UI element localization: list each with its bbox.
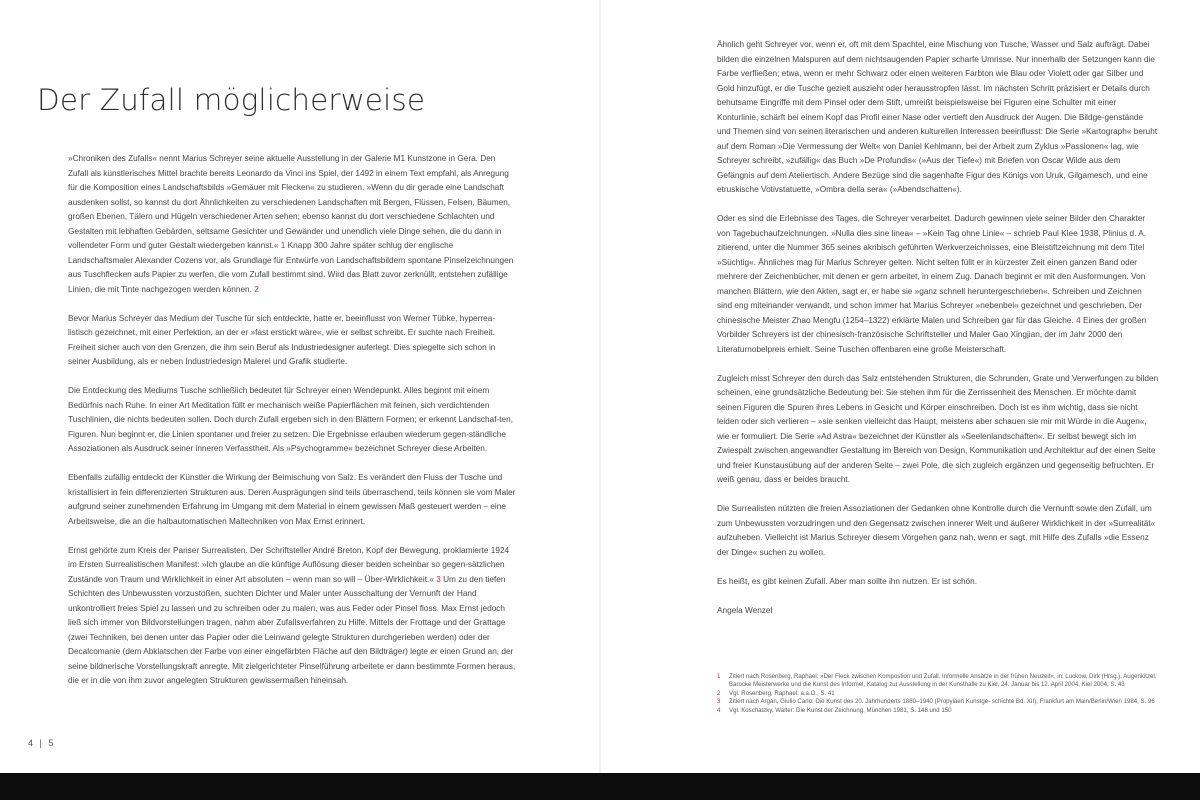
footnote-ref[interactable]: 3	[436, 574, 441, 584]
bottom-bar	[0, 773, 1200, 800]
paragraph: Die Surrealisten nützten die freien Assoziationen der Gedanken ohne Kontrolle durch die Vernunft sowie den Zufall, um zum Unbewussten vorzudringen und den Gegensatz zwischen innerer Welt und äußerer Wirklichkeit in der »Surrealität« aufzuheben. Vielleicht ist Marius Schreyer diesem Vorgehen ganz nah, wenn er sagt, mit Hilfe des Zufalls »die Essenz der Dinge« suchen zu wollen.	[717, 504, 1156, 557]
page-gutter	[599, 0, 601, 773]
footnote-item	[717, 707, 1157, 715]
paragraph: Die Entdeckung des Mediums Tusche schließlich bedeutet für Schreyer einen Wendepunkt. Alles beginnt mit einem Bedürfnis nach Ruhe. In einer Art Meditation füllt er mechanisch weiße Papierflächen mit feinen, sich verdichtenden Tuschlinien, die nichts bedeuten sollen. Doch durch Zufall ergeben sich in den Blättern Formen; er erkennt Landschaf-ten, Figuren. Nun beginnt er, die Linien spontaner und freier zu setzen. Die Ergebnisse erlauben wiederum gegen-ständliche Assoziationen als Ausdruck seiner inneren Verfasstheit. Als »Psychogramme« bezeichnet Schreyer diese Arbeiten.	[68, 386, 513, 453]
paragraph: »Chroniken des Zufalls« nennt Marius Schreyer seine aktuelle Ausstellung in der Galerie M1 Kunstzone in Gera. Den Zufall als künstlerisches Mittel brachte bereits Leonardo da Vinci ins Spiel, der 1492 in einem Text empfahl, als Anregung für die Komposition eines Landschaftsbilds »Gemäuer mit Flecken« zu studieren. »Wenn du dir gerade eine Landschaft ausdenken sollst, so kannst du dort Ähnlichkeiten zu verschiedenen Landschaften mit Bergen, Flüssen, Felsen, Bäumen, großen Ebenen, Tälern und Hügeln verschiedener Arten sehen; ebenso kannst du dort verschiedene Schlachten und Gestalten mit lebhaften Gebärden, seltsame Gesichter und Gewänder und unendlich viele Dinge sehen, die du dann in vollendeter Form und guter Gestalt wiedergeben kannst.« 1 Knapp 300 Jahre später schlug der englische Landschaftsmaler Alexander Cozens vor, als Grundlage für Entwürfe von Landschaftsbildern spontane Pinselzeichnungen aus Tuschflecken aufs Papier zu werfen, die vom Zufall bestimmt sind. Wird das Blatt zuvor zerknüllt, entstehen zufällige Linien, die mit Tinte nachgezogen werden können. 2	[68, 154, 514, 294]
footnote-number: 1	[717, 673, 721, 680]
right-text-column	[717, 38, 1159, 618]
footnote-text: Zitiert nach Argan, Giulio Carlo: Die Kunst des 20. Jahrhunderts 1880–1940 (Propyläen Kunstge- schichte Bd. XII), Frankfurt am Main/Berlin/Wien 1984, S. 96	[729, 698, 1155, 706]
paragraph: Bevor Marius Schreyer das Medium der Tusche für sich entdeckte, hatte er, beeinflusst von Werner Tübke, hyperrea-listisch gezeichnet, mit einer Perfektion, an der er »fast erstickt wäre«, wie er selbst schreibt. Er suchte nach Freiheit. Freiheit sicher auch von den Grenzen, die ihm sein Beruf als Industriedesigner auferlegt. Dies spiegelte sich schon in seiner Ausbildung, als er neben Industriedesign Malerei und Grafik studierte.	[68, 313, 496, 366]
footnote-ref[interactable]: 2	[254, 284, 259, 294]
page-numbers: 4 | 5	[28, 738, 56, 748]
left-text-column	[68, 152, 517, 689]
article-title: Der Zufall möglicherweise	[37, 83, 426, 117]
footnote-text: Vgl. Rosenberg, Raphael: a.a.O., S. 41	[729, 689, 835, 697]
footnotes	[717, 673, 1157, 715]
paragraph: Oder es sind die Erlebnisse des Tages, die Schreyer verarbeitet. Dadurch gewinnen viele seiner Bilder den Charakter von Tagebuchaufzeichnungen. »Nulla dies sine linea« – »Kein Tag ohne Linie« – schrieb Paul Klee 1938, Plinius d. A. zitierend, unter die Nummer 365 seines akribisch geführten Werkverzeichnisses, eine Bleistiftzeichnung mit dem Titel »Süchtig«. Ähnliches mag für Marius Schreyer gelten. Nicht selten füllt er in kürzester Zeit einen ganzen Band oder mehrere der Zeichenbücher, mit denen er gern arbeitet, in einem Zug. Danach beginnt er mit den Ausformungen. Von manchen Blättern, wie den Akten, sagt er, er habe sie »ganz schnell heruntergeschrieben«. Schreiben und Zeichnen sind eng miteinander verwandt, und schon immer hat Marius Schreyer »nebenbei« gezeichnet und geschrieben. Der chinesische Meister Zhao Mengfu (1254–1322) erklärte Malen und Schreiben gar für das Gleiche. 4 Eines der großen Vorbilder Schreyers ist der chinesisch-französische Schriftsteller und Maler Gao Xingjian, der im Jahr 2000 den Literaturnobelpreis erhielt. Seine Tuschen offenbaren eine große Meisterschaft.	[717, 214, 1147, 354]
footnote-item	[717, 673, 1157, 690]
paragraph: Ebenfalls zufällig entdeckt der Künstler die Wirkung der Beimischung von Salz. Es verändert den Fluss der Tusche und kristallisiert in fein differenzierten Strukturen aus. Deren Ausprägungen sind teils überraschend, teils können sie vom Maler aufgrund seiner zunehmenden Erfahrung im Umgang mit dem Material in einem gewissen Maß gesteuert werden – eine Arbeitsweise, die an die halbautomatischen Maltechniken von Max Ernst erinnert.	[68, 473, 516, 526]
paragraph: Es heißt, es gibt keinen Zufall. Aber man sollte ihn nutzen. Er ist schön.	[717, 576, 978, 586]
footnote-ref[interactable]: 1	[280, 241, 286, 250]
footnote-number: 2	[717, 689, 721, 697]
footnote-item	[717, 698, 1157, 706]
footnote-number: 3	[717, 698, 721, 706]
footnote-text: Zitiert nach Rosenberg, Raphael: »Der Fleck zwischen Kompostion und Zufall. Informelle Ansätze in der frühen Neuzeit«, in: Luckow, Dirk (Hrsg.), Augenkitzel. Barocke Meisterwerke und die Kunst des Informel, Katalog zur Ausstellung in der Kunsthalle zu Kiel, 24. Januar bis 12. April 2004, Kiel 2004, S. 43	[729, 673, 1157, 689]
paragraph: Ernst gehörte zum Kreis der Pariser Surrealisten. Der Schriftsteller André Breton, Kopf der Bewegung, proklamierte 1924 im Ersten Surrealistischen Manifest: »Ich glaube an die künftige Auflösung dieser beiden scheinbar so gegen-sätzlichen Zustände von Traum und Wirklichkeit in einer Art absoluten – wenn man so will – Über-Wirklichkeit.« 3 Um zu den tiefen Schichten des Unbewussten vorzustoßen, suchten Dichter und Maler unter Ausschaltung der Vernunft der Hand unkontrolliert freies Spiel zu lassen und zu schreiben oder zu malen, was aus Feder oder Pinsel floss. Max Ernst jedoch ließ sich immer von Bildvorstellungen tragen, nahm aber Zufallsverfahren zu Hilfe. Mittels der Frottage und der Grattage (zwei Techniken, bei denen unter das Papier oder die Leinwand gelegte Strukturen durchgerieben werden) oder der Decalcomanie (dem Abklatschen der Farbe von einer eingefärbten Fläche auf den Bildträger) legte er einen Grund an, der seine bildnerische Vorstellungskraft anregte. Mit zielgerichteter Pinselführung arbeitete er dann bestimmte Formen heraus, die er in die von ihm zuvor angelegten Strukturen gewissermaßen hineinsah.	[68, 545, 516, 685]
footnote-ref[interactable]: 4	[1076, 315, 1081, 325]
footnote-text: Vgl. Koschatzky, Walter: Die Kunst der Zeichnung, München 1981, S. 148 und 150	[729, 706, 952, 714]
footnote-item	[717, 690, 1157, 698]
author-signature: Angela Wenzel	[717, 605, 773, 615]
paragraph: Zugleich misst Schreyer den durch das Salz entstehenden Strukturen, die Schrunden, Grate und Verwerfungen zu bilden scheinen, eine grundsätzliche Bedeutung bei: Sie stehen ihm für die Zerrissenheit des Menschen. Er möchte damit seinen Figuren die Spuren ihres Lebens in Gesicht und Körper einschreiben. Doch ist es ihm wichtig, dass sie nicht leiden oder sich verlieren – »sie senken vielleicht das Haupt, meistens aber schauen sie mir mit Würde in die Augen«, wie er formuliert. Die Serie »Ad Astra« bezeichnet der Künstler als »Seelenlandschaften«. Er selbst bewegt sich im Zwiespalt zwischen angewandter Gestaltung im Bereich von Design, Kommunikation und Architektur auf der einen Seite und freier Kunstausübung auf der anderen Seite – zwei Pole, die sich zugleich ergänzen und gegenseitig befruchten. Er weiß genau, dass er beides braucht.	[717, 373, 1159, 484]
paragraph: Ähnlich geht Schreyer vor, wenn er, oft mit dem Spachtel, eine Mischung von Tusche, Wasser und Salz aufträgt. Dabei bilden die einzelnen Malspuren auf dem nichtsaugenden Papier scharfe Umrisse. Nur innerhalb der Setzungen kann die Farbe verfließen; etwa, wenn er mehr Schwarz oder einen weiteren Farbton wie Blau oder Violett oder gar Silber und Gold hinzufügt, er die Tusche gezielt auszieht oder herausstropfen lässt. Im nächsten Schritt präzisiert er Details durch behutsame Eingriffe mit dem Pinsel oder dem Stift, umreißt beispielsweise bei Figuren eine Schulter mit einer Konturlinie, schärft bei einem Kopf das Profil einer Nase oder vertieft den Ausdruck der Augen. Die Bildge-genstände und Themen sind von seinen literarischen und anderen kulturellen Interessen beeinflusst: Die Serie »Kartograph« beruht auf dem Roman »Die Vermessung der Welt« von Daniel Kehlmann, bei der Arbeit zum Zyklus »Passionen« lag, wie Schreyer schreibt, »zufällig« das Buch »De Profundis« (»Aus der Tiefe«) mit Briefen von Oscar Wilde aus dem Gefängnis auf dem Ateliertisch. Andere Bezüge sind die sagenhafte Figur des Königs von Uruk, Gilgamesch, und eine etruskische Votivstatuette, »Ombra della sera« (»Abendschatten«).	[717, 40, 1158, 194]
footnote-number: 4	[717, 706, 721, 714]
